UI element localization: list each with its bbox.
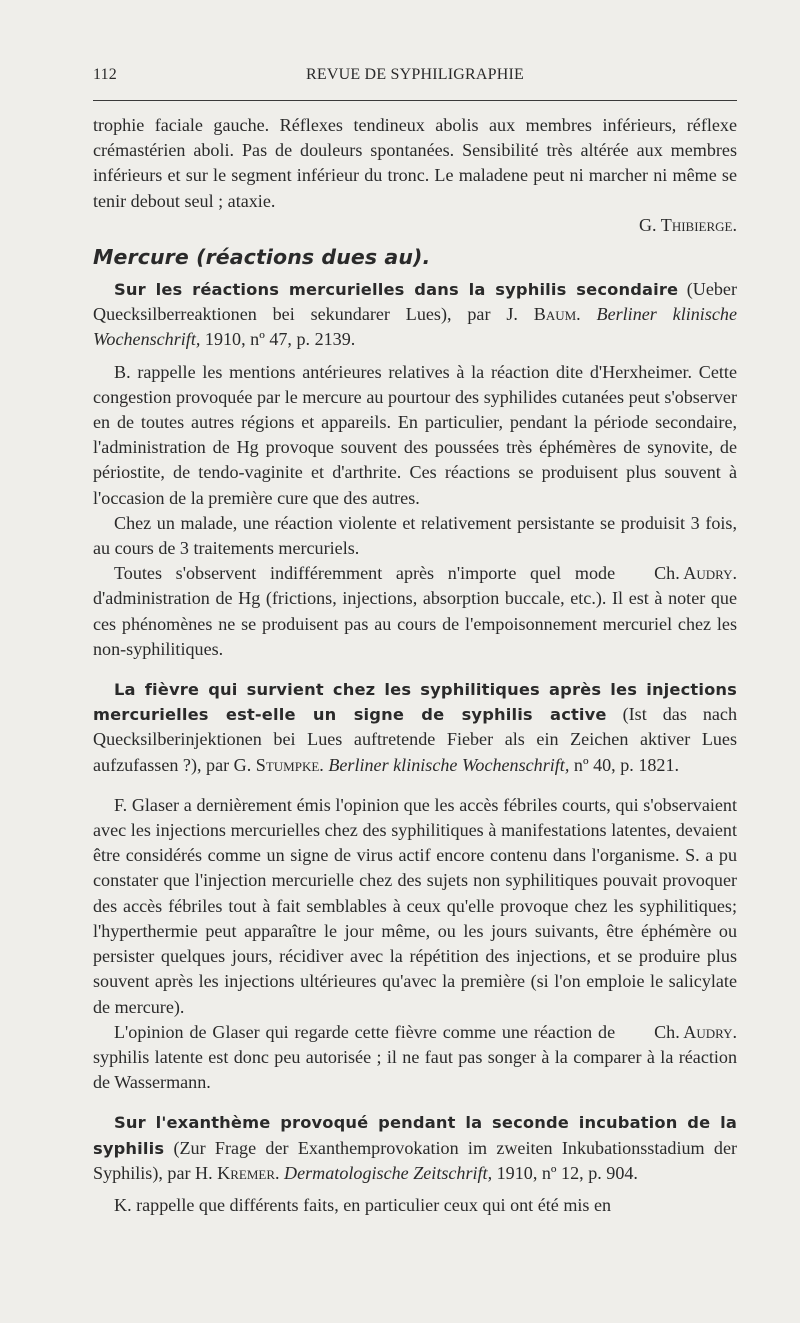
article-1 [93, 277, 737, 662]
article-1-journal: Berliner klinische Wochenschrift, [93, 304, 737, 350]
article-2-citation: nº 40, p. 1821. [569, 754, 680, 775]
page-header [93, 66, 737, 92]
article-2-paragraph-last [93, 1020, 737, 1096]
signature-name: Audry. [683, 1021, 737, 1042]
article-2-title-rest: (Ist das nach Quecksilberinjektionen bei Lues auftretende Fieber als ein Zeichen aktiver Lues aufzufassen ?), par G. [93, 704, 738, 775]
article-1-after-author: . [576, 304, 597, 325]
article-3-paragraph: K. rappelle que différents faits, en particulier ceux qui ont été mis en [114, 1194, 612, 1215]
article-3-title-bold: Sur l'exanthème provoqué pendant la seconde incubation de la syphilis [93, 1113, 737, 1158]
spacer [93, 353, 737, 360]
article-1-author: Baum [533, 304, 577, 325]
article-1-paragraph: B. rappelle les mentions antérieures relatives à la réaction dite d'Herxheimer. Cette congestion provoquée par le mercure au pourtour des syphilides cutanées peut s'observer en de toutes autres régions et appareils. En particulier, pendant la période secondaire, l'administration de Hg provoque souvent des poussées très éphémères de synovite, de périostite, de tendo-vaginite et d'arthrite. Ces réactions se produisent plus souvent à l'occasion de la première cure que des autres. [93, 361, 737, 508]
article-3-title [93, 1110, 737, 1186]
article-2-signature [633, 1020, 737, 1045]
article-2-title-bold: La fièvre qui survient chez les syphilitiques après les injections mercurielles est-elle un signe de syphilis active [93, 680, 737, 725]
article-2-paragraph: F. Glaser a dernièrement émis l'opinion que les accès fébriles courts, qui s'observaient avec les injections mercurielles chez des syphilitiques à manifestations latentes, devaient être considérés comme un signe de virus actif encore contenu dans l'organisme. S. a pu constater que l'injection mercurielle chez des sujets non syphilitiques pouvait provoquer des accès fébriles tout à fait semblables à ceux qu'elle provoque chez les syphilitiques; l'hyperthermie peut apparaître le jour même, ou les jours suivants, être éphémère ou persister quelques jours, récidiver avec la répétition des injections, et se produire plus souvent après les injections ultérieures qu'avec la première (si l'on emploie le salicylate de mercure). [93, 794, 737, 1017]
spacer [93, 1095, 737, 1110]
article-1-paragraph-text: Toutes s'observent indifféremment après n'importe quel mode d'administration de Hg (frictions, injections, absorption buccale, etc.). Il est à noter que ces phénomènes ne se produisent pas au cours de l'empoisonnement mercuriel chez les non-syphilitiques. [93, 563, 737, 659]
signature-name: Audry. [683, 563, 737, 584]
signature-name: Thibierge. [660, 214, 737, 235]
spacer [93, 778, 737, 793]
article-1-paragraph-last [93, 561, 737, 662]
article-1-citation: 1910, nº 47, p. 2139. [200, 329, 356, 350]
article-2-title [93, 677, 737, 778]
signature-initial: Ch. [654, 563, 680, 584]
opening-signature [93, 213, 737, 238]
article-3-journal: Dermatologische Zeitschrift, [284, 1162, 493, 1183]
article-2 [93, 677, 737, 1095]
article-1-title [93, 277, 737, 353]
article-3-after-author: . [275, 1162, 285, 1183]
article-2-journal: Berliner klinische Wochenschrift, [328, 754, 570, 775]
document-page [93, 0, 737, 1323]
signature-initial: G. [638, 214, 657, 235]
article-2-after-author: . [319, 754, 329, 775]
article-1-paragraph: Chez un malade, une réaction violente et relativement persistante se produisit 3 fois, au cours de 3 traitements mercuriels. [93, 512, 737, 559]
spacer [93, 662, 737, 677]
article-1-title-bold: Sur les réactions mercurielles dans la syphilis secondaire [114, 280, 679, 300]
article-3-title-rest: (Zur Frage der Exanthemprovokation im zweiten Inkubationsstadium der Syphilis), par H. [93, 1137, 737, 1183]
article-2-paragraph-text: L'opinion de Glaser qui regarde cette fièvre comme une réaction de syphilis latente est donc peu autorisée ; il ne faut pas songer à la comparer à la réaction de Wassermann. [93, 1021, 737, 1093]
spacer [93, 1186, 737, 1193]
article-3-citation: 1910, nº 12, p. 904. [492, 1162, 638, 1183]
header-rule [93, 100, 737, 101]
article-1-title-rest: (Ueber Quecksilberreaktionen bei sekundarer Lues), par J. [93, 279, 737, 325]
article-3-author: Kremer [217, 1162, 275, 1183]
article-1-signature [633, 561, 737, 586]
article-3 [93, 1110, 737, 1218]
opening-paragraph: trophie faciale gauche. Réflexes tendineux abolis aux membres inférieurs, réflexe crémastérien aboli. Pas de douleurs spontanées. Sensibilité très altérée aux membres inférieurs et sur le segment inférieur du tronc. Le maladene peut ni marcher ni même se tenir debout seul ; ataxie. [93, 115, 737, 211]
page-number: 112 [93, 66, 118, 83]
signature-initial: Ch. [654, 1021, 680, 1042]
section-heading: Mercure (réactions dues au). [93, 245, 431, 270]
running-title: REVUE DE SYPHILIGRAPHIE [306, 66, 524, 83]
article-2-author: Stumpke [255, 754, 320, 775]
page-content [93, 113, 737, 1218]
